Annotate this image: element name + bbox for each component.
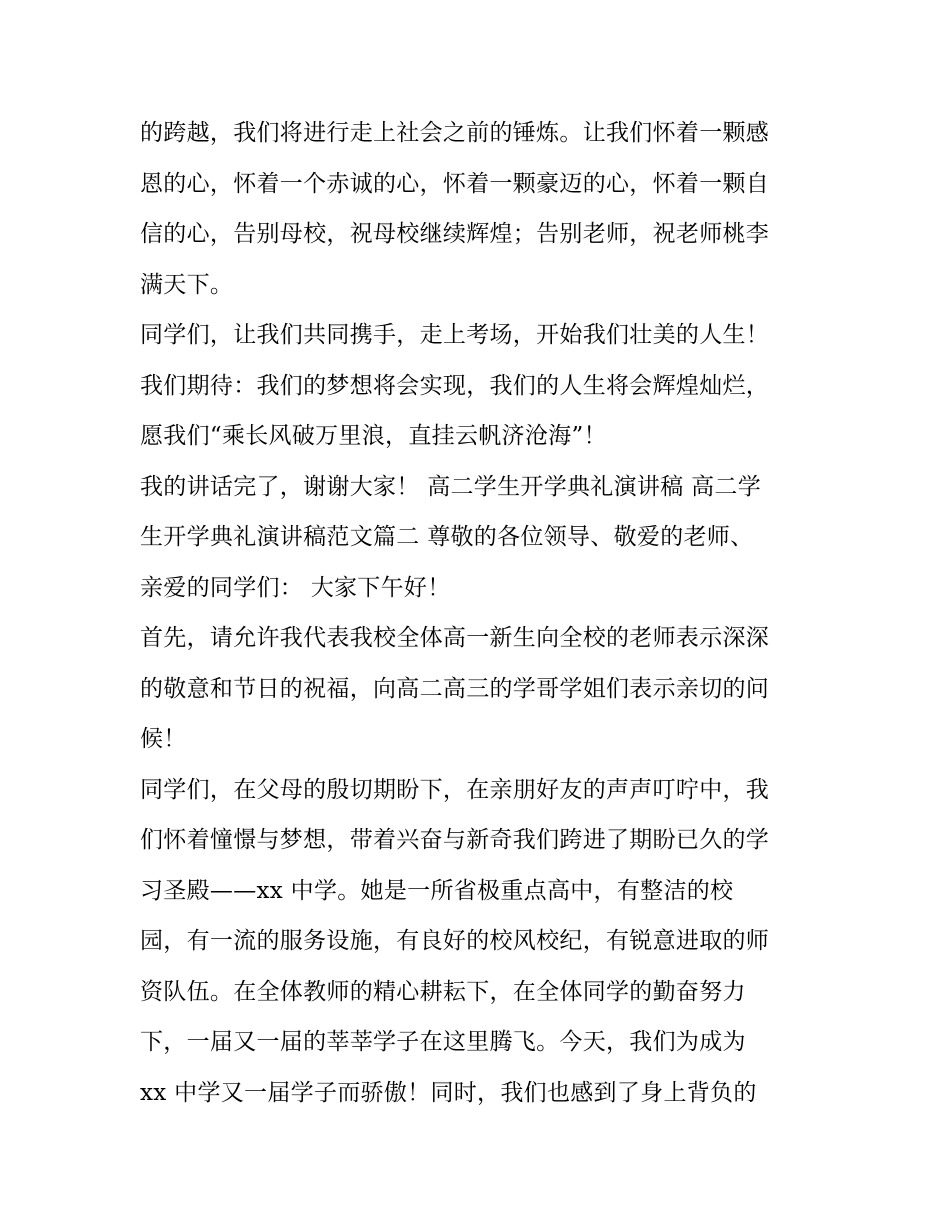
text-line: 候！ [140,726,187,752]
text-line: xx 中学又一届学子而骄傲！同时，我们也感到了身上背负的 [140,1079,757,1106]
text-line: 首先，请允许我代表我校全体高一新生向全校的老师表示深深 [140,625,770,651]
text-line: 习圣殿——xx 中学。她是一所省极重点高中，有整洁的校 [140,877,734,904]
text-line: 同学们，在父母的殷切期盼下，在亲朋好友的声声叮咛中，我 [140,776,770,803]
text-line: 的跨越，我们将进行走上社会之前的锤炼。让我们怀着一颗感 [140,120,770,146]
text-line: 亲爱的同学们： 大家下午好！ [140,574,451,601]
text-line: 生开学典礼演讲稿范文篇二 尊敬的各位领导、敬爱的老师、 [140,524,754,550]
text-line: 恩的心，怀着一个赤诚的心，怀着一颗豪迈的心，怀着一颗自 [140,170,770,197]
text-line: 园，有一流的服务设施，有良好的校风校纪，有锐意进取的师 [140,928,770,954]
document-body [140,108,820,1118]
text-line: 信的心，告别母校，祝母校继续辉煌；告别老师，祝老师桃李 [140,221,770,247]
text-line: 同学们，让我们共同携手，走上考场，开始我们壮美的人生！ [140,322,770,348]
text-line: 我们期待：我们的梦想将会实现，我们的人生将会辉煌灿烂， [140,372,770,399]
text-line: 我的讲话完了，谢谢大家！ 高二学生开学典礼演讲稿 高二学 [140,473,762,500]
text-line: 满天下。 [140,271,234,298]
text-line: 愿我们“乘长风破万里浪，直挂云帆济沧海”！ [140,423,607,449]
text-line: 们怀着憧憬与梦想，带着兴奋与新奇我们跨进了期盼已久的学 [140,827,770,853]
text-line: 资队伍。在全体教师的精心耕耘下，在全体同学的勤奋努力 [140,978,746,1005]
text-line: 的敬意和节日的祝福，向高二高三的学哥学姐们表示亲切的问 [140,675,770,702]
text-line: 下，一届又一届的莘莘学子在这里腾飞。今天，我们为成为 [140,1029,746,1055]
